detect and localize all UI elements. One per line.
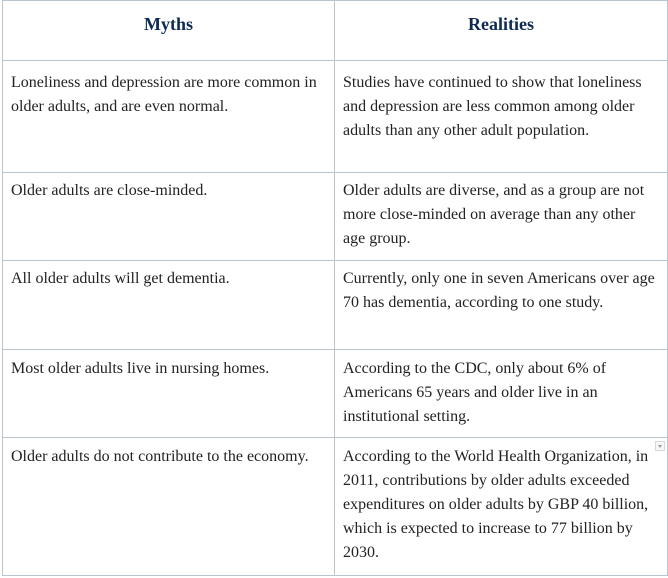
table-row	[3, 173, 668, 261]
reality-cell	[335, 438, 668, 576]
table-row	[3, 61, 668, 173]
table-row	[3, 438, 668, 576]
table-row	[3, 350, 668, 438]
reality-cell: Currently, only one in seven Americans over age 70 has dementia, according to one study.	[335, 261, 668, 350]
header-row	[3, 1, 668, 61]
dropdown-marker-icon[interactable]	[655, 441, 665, 451]
reality-cell: According to the CDC, only about 6% of Americans 65 years and older live in an institutional setting.	[335, 350, 668, 438]
myths-header: Myths	[3, 1, 335, 61]
myth-cell: Most older adults live in nursing homes.	[3, 350, 335, 438]
myths-realities-table	[2, 0, 668, 576]
myth-cell: Older adults do not contribute to the economy.	[3, 438, 335, 576]
reality-cell-text: According to the World Health Organization, in 2011, contributions by older adults exceeded expenditures on older adults by GBP 40 billion, which is expected to increase to 77 billion by 2030.	[343, 448, 649, 561]
reality-cell: Older adults are diverse, and as a group are not more close-minded on average than any other age group.	[335, 173, 668, 261]
realities-header: Realities	[335, 1, 668, 61]
myth-cell: Older adults are close-minded.	[3, 173, 335, 261]
myth-cell: Loneliness and depression are more common in older adults, and are even normal.	[3, 61, 335, 173]
table-row	[3, 261, 668, 350]
myth-cell: All older adults will get dementia.	[3, 261, 335, 350]
myths-realities-table-container	[2, 0, 667, 576]
reality-cell: Studies have continued to show that loneliness and depression are less common among older adults than any other adult population.	[335, 61, 668, 173]
